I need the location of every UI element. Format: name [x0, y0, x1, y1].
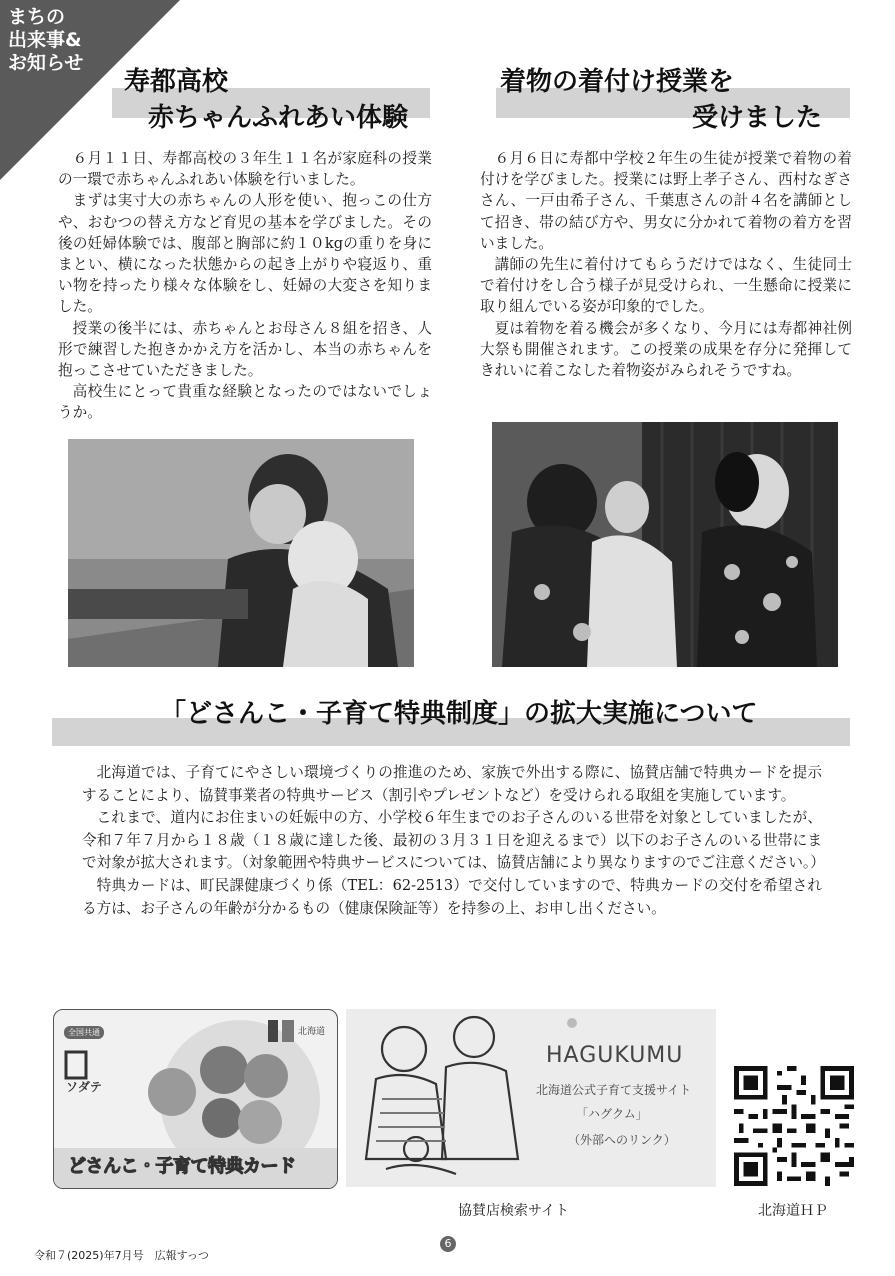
- baby-photo: [68, 439, 414, 667]
- page-number: 6: [440, 1236, 456, 1252]
- issue-footer: 令和７(2025)年7月号 広報すっつ: [34, 1249, 209, 1262]
- hokkaido-hp-caption: 北海道ＨＰ: [758, 1203, 828, 1219]
- left-title-line2: 赤ちゃんふれあい体験: [148, 103, 409, 133]
- bottom-title: 「どさんこ・子育て特典制度」の拡大実施について: [160, 699, 758, 729]
- bottom-article-body: [82, 762, 825, 920]
- tokuten-card-image: [53, 1009, 338, 1189]
- hagukumu-banner: [346, 1009, 716, 1187]
- kimono-photo-image: [492, 422, 838, 667]
- right-title-line1: 着物の着付け授業を: [500, 67, 735, 97]
- card-hokkaido: 北海道: [298, 1027, 326, 1037]
- left-paragraph: 授業の後半には、赤ちゃんとお母さん８組を招き、人形で練習した抱きかかえ方を活かし、本当の赤ちゃんを抱っこさせていただきました。: [58, 319, 432, 380]
- qr-code: [734, 1066, 854, 1186]
- corner-label: まちの 出来事& お知らせ: [8, 6, 84, 74]
- right-title-line2: 受けました: [692, 103, 823, 133]
- right-paragraph: 夏は着物を着る機会が多くなり、今月には寿都神社例大祭も開催されます。この授業の成果を存分に発揮してきれいに着こなした着物姿がみられそうですね。: [480, 319, 852, 380]
- card-sodate: ソダテ: [66, 1080, 102, 1094]
- family-illustration: [346, 1009, 716, 1187]
- bottom-paragraph: これまで、道内にお住まいの妊娠中の方、小学校６年生までのお子さんのいる世帯を対象としていましたが、令和７年７月から１８歳（１８歳に達した後、最初の３月３１日を迎えるまで）以下のお子さんのいる世帯にまで対象が拡大されます。（対象範囲や特典サービスについては、協賛店舗により異なりますのでご注意ください。）: [82, 809, 825, 872]
- left-paragraph: 高校生にとって貴重な経験となったのではないでしょうか。: [58, 383, 432, 422]
- bottom-paragraph: 特典カードは、町民課健康づくり係（TEL：62-2513）で交付していますので、特典カードの交付を希望される方は、お子さんの年齢が分かるもの（健康保険証等）を持参の上、お申し出ください。: [82, 876, 822, 917]
- card-name: どさんこ・子育て特典カード: [68, 1156, 296, 1177]
- baby-photo-image: [68, 439, 414, 667]
- hagukumu-line1: 北海道公式子育て支援サイト: [536, 1083, 692, 1097]
- right-article-body: [480, 148, 852, 381]
- kimono-photo: [492, 422, 838, 667]
- bottom-paragraph: 北海道では、子育てにやさしい環境づくりの推進のため、家族で外出する際に、協賛店舗で特典カードを提示することにより、協賛事業者の特典サービス（割引やプレゼントなど）を受けられる取組を実施しています。: [82, 764, 822, 804]
- left-article-body: [58, 148, 432, 424]
- search-site-caption: 協賛店検索サイト: [458, 1203, 570, 1219]
- left-title-line1: 寿都高校: [124, 67, 229, 97]
- hagukumu-line3: （外部へのリンク）: [568, 1133, 676, 1147]
- left-paragraph: まずは実寸大の赤ちゃんの人形を使い、抱っこの仕方や、おむつの替え方など育児の基本を学びました。その後の妊婦体験では、腹部と胸部に約１０kgの重りを身にまとい、横になった状態からの起き上がりや寝返り、重い物を持ったり様々な体験をし、妊婦の大変さを知りました。: [58, 192, 432, 316]
- right-paragraph: ６月６日に寿都中学校２年生の生徒が授業で着物の着付けを学びました。授業には野上孝子さん、西村なぎささん、一戸由希子さん、千葉恵さんの計４名を講師として招き、帯の結び方や、男女に分かれて着物の着方を習いました。: [480, 150, 852, 252]
- right-paragraph: 講師の先生に着付けてもらうだけではなく、生徒同士で着付けをし合う様子が見受けられ、一生懸命に授業に取り組んでいる姿が印象的でした。: [480, 256, 852, 316]
- card-badge: 全国共通: [64, 1026, 104, 1039]
- hagukumu-logo: HAGUKUMU: [546, 1043, 684, 1068]
- hagukumu-line2: 「ハグクム」: [576, 1107, 648, 1121]
- left-paragraph: ６月１１日、寿都高校の３年生１１名が家庭科の授業の一環で赤ちゃんふれあい体験を行いました。: [58, 150, 432, 189]
